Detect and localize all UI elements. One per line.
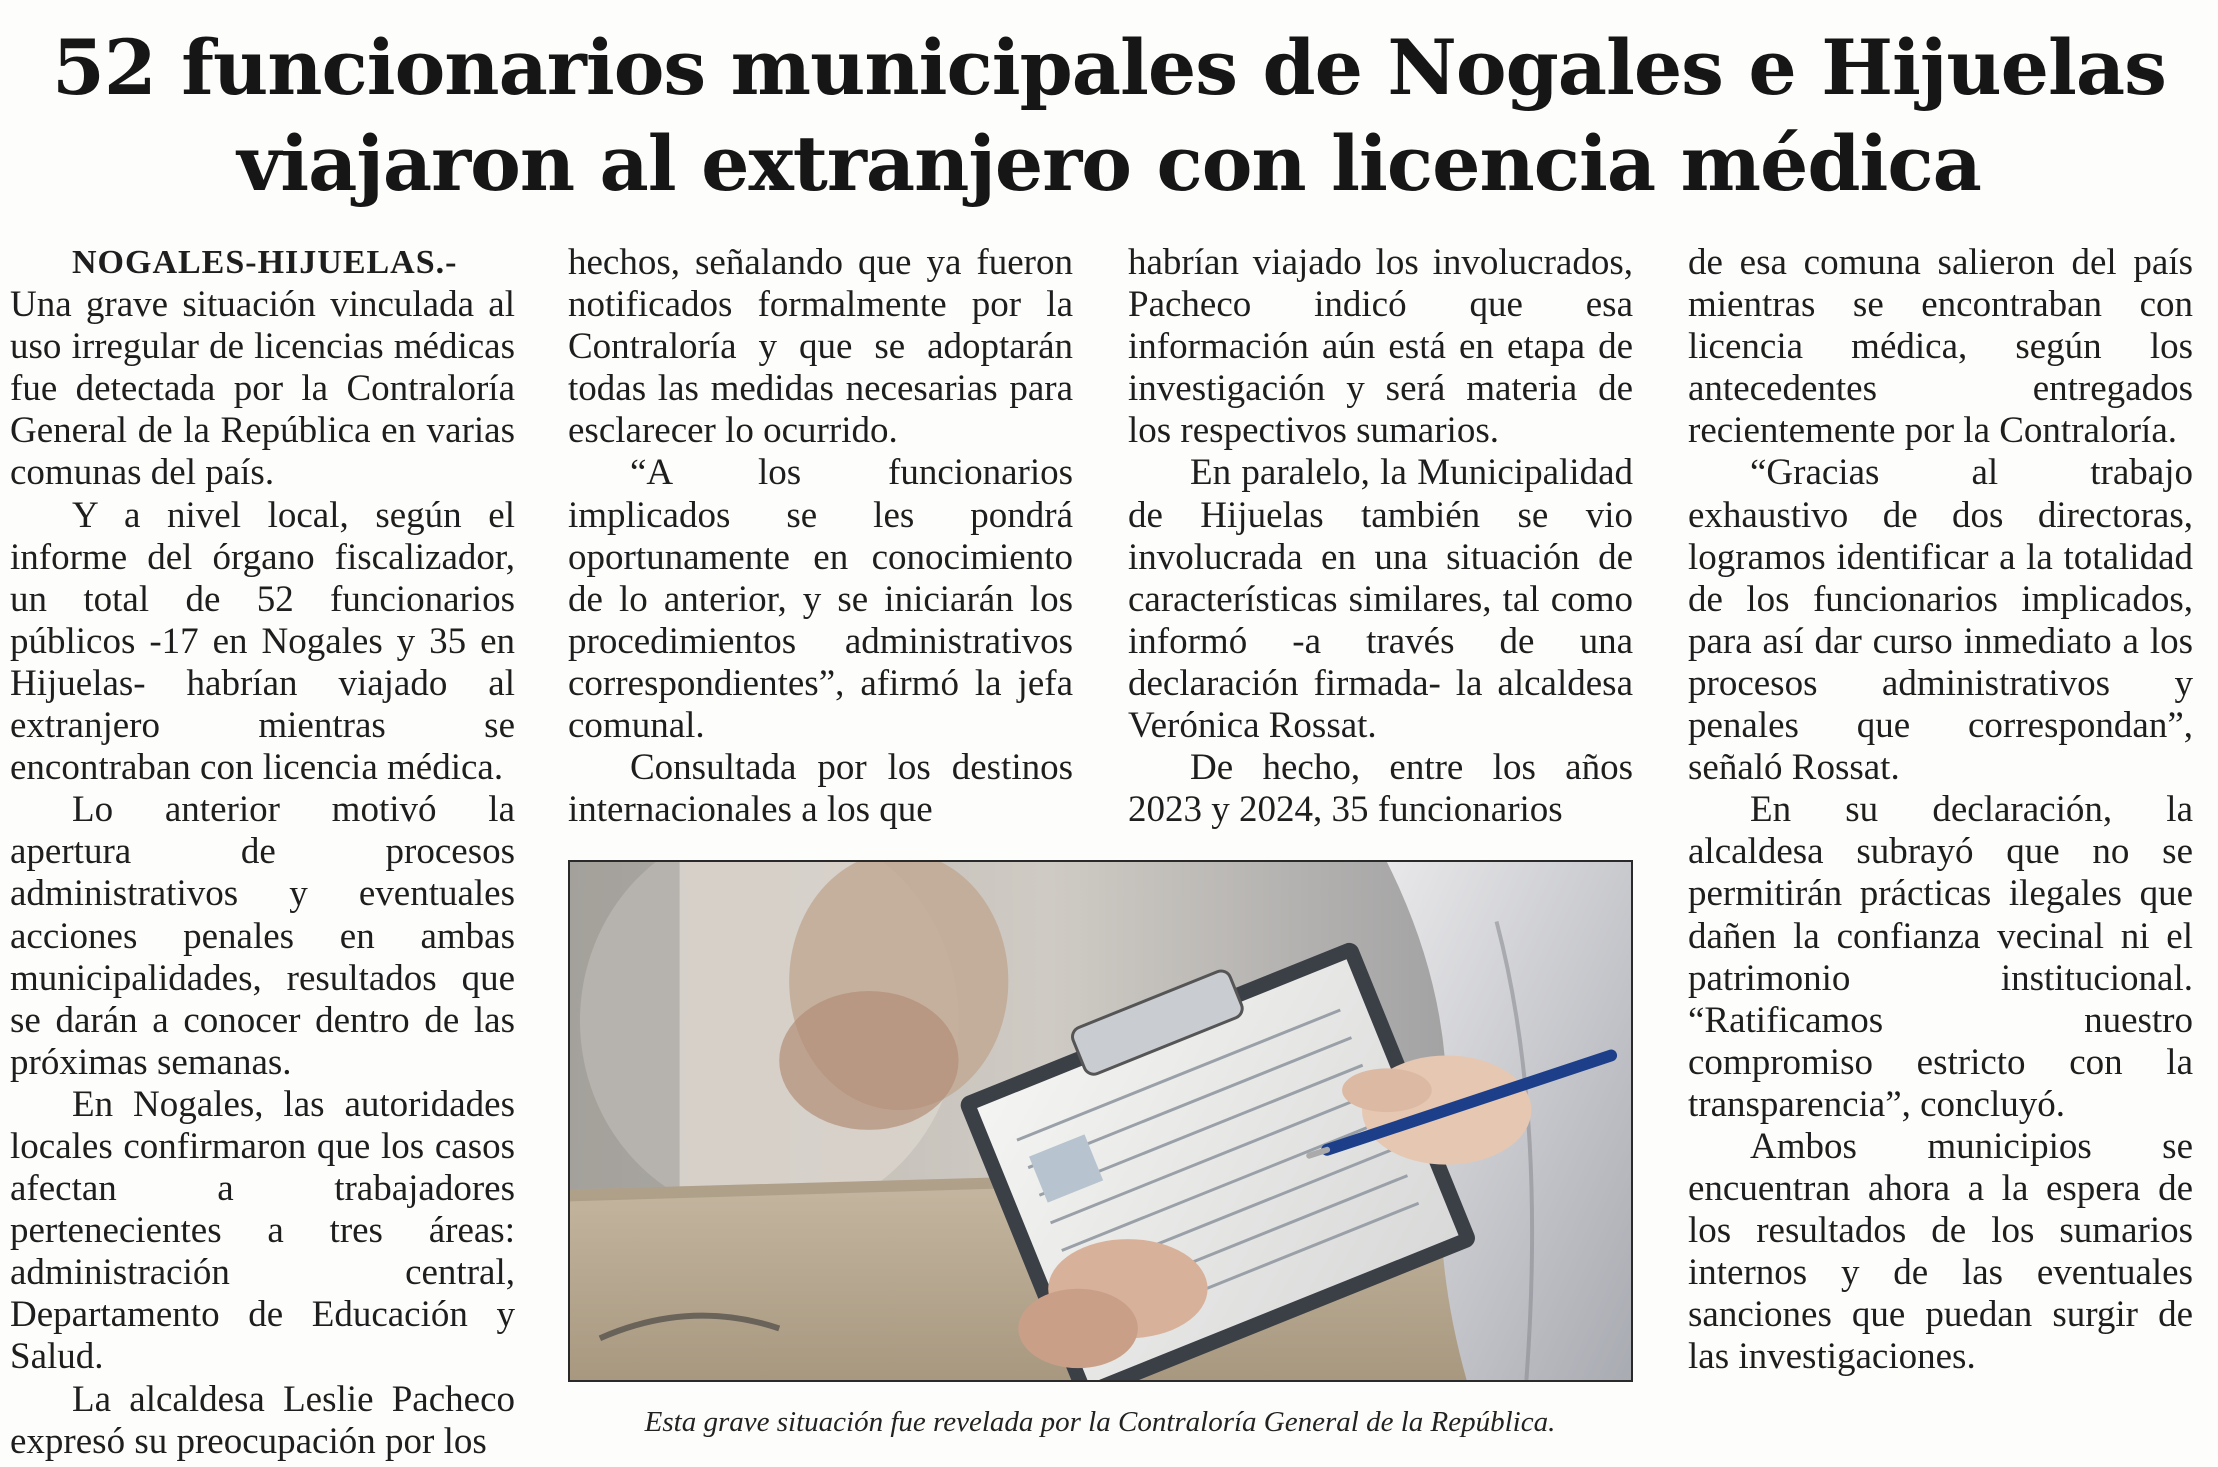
paragraph-text: Una grave situación vinculada al uso irregular de licencias médicas fue detectada por la Contraloría General de la República en varias comunas del país.	[10, 284, 515, 494]
article-column-3	[1128, 242, 1633, 831]
paragraph: “Gracias al trabajo exhaustivo de dos directoras, logramos identificar a la totalidad de los funcionarios implicados, para así dar curso inmediato a los procesos administrativos y penales que correspondan”, señaló Rossat.	[1688, 452, 2193, 789]
paragraph: de esa comuna salieron del país mientras se encontraban con licencia médica, según los antecedentes entregados recientemente por la Contraloría.	[1688, 242, 2193, 452]
article-column-2	[568, 242, 1073, 831]
paragraph: De hecho, entre los años 2023 y 2024, 35 funcionarios	[1128, 747, 1633, 831]
paragraph: La alcaldesa Leslie Pacheco expresó su preocupación por los	[10, 1378, 515, 1462]
paragraph: habrían viajado los involucrados, Pacheco indicó que esa información aún está en etapa de investigación y será materia de los respectivos sumarios.	[1128, 242, 1633, 452]
article-column-1	[10, 242, 515, 1463]
headline-line-1: 52 funcionarios municipales de Nogales e Hijuelas	[52, 23, 2166, 112]
paragraph: En Nogales, las autoridades locales confirmaron que los casos afectan a trabajadores pertenecientes a tres áreas: administración central, Departamento de Educación y Salud.	[10, 1083, 515, 1378]
paragraph: “A los funcionarios implicados se les pondrá oportunamente en conocimiento de lo anterior, y se iniciarán los procedimientos administrativos correspondientes”, afirmó la jefa comunal.	[568, 452, 1073, 747]
paragraph: Y a nivel local, según el informe del órgano fiscalizador, un total de 52 funcionarios públicos -17 en Nogales y 35 en Hijuelas- habrían viajado al extranjero mientras se encontraban con licencia médica.	[10, 494, 515, 789]
article-column-4	[1688, 242, 2193, 1379]
paragraph: Ambos municipios se encuentran ahora a la espera de los resultados de los sumarios internos y de las eventuales sanciones que puedan surgir de las investigaciones.	[1688, 1125, 2193, 1378]
article-photo	[568, 860, 1633, 1382]
photo-caption: Esta grave situación fue revelada por la Contraloría General de la República.	[644, 1406, 1556, 1438]
headline	[0, 20, 2218, 212]
dateline: NOGALES-HIJUELAS.-	[72, 244, 458, 281]
paragraph: En paralelo, la Municipalidad de Hijuelas también se vio involucrada en una situación de características similares, tal como informó -a través de una declaración firmada- la alcaldesa Verónica Rossat.	[1128, 452, 1633, 747]
paragraph	[10, 242, 515, 495]
headline-line-2: viajaron al extranjero con licencia médica	[237, 119, 1981, 208]
paragraph: hechos, señalando que ya fueron notificados formalmente por la Contraloría y que se adoptarán todas las medidas necesarias para esclarecer lo ocurrido.	[568, 242, 1073, 452]
paragraph: Lo anterior motivó la apertura de procesos administrativos y eventuales acciones penales en ambas municipalidades, resultados que se darán a conocer dentro de las próximas semanas.	[10, 789, 515, 1083]
paragraph: Consultada por los destinos internacionales a los que	[568, 747, 1073, 831]
doctor-clipboard-illustration	[570, 862, 1631, 1380]
paragraph: En su declaración, la alcaldesa subrayó que no se permitirán prácticas ilegales que dañen la confianza vecinal ni el patrimonio institucional. “Ratificamos nuestro compromiso estricto con la transparencia”, concluyó.	[1688, 789, 2193, 1125]
